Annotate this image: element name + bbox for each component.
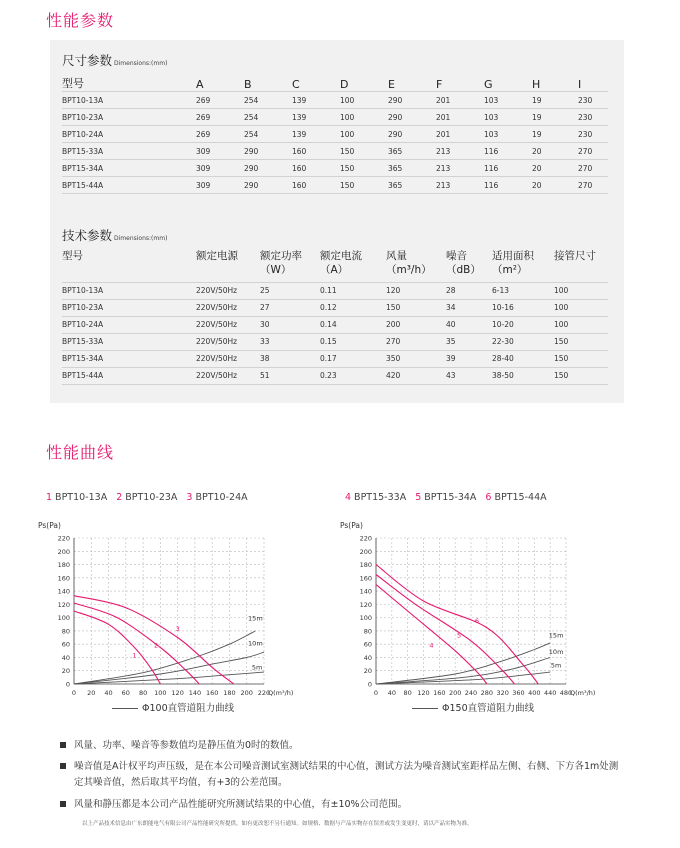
y-tick-label: 140 <box>359 587 372 596</box>
value-cell: 230 <box>578 109 608 126</box>
y-tick-label: 80 <box>363 627 372 636</box>
value-cell: 103 <box>484 126 532 143</box>
model-cell: BPT15-33A <box>62 333 196 350</box>
technical-header-cell <box>62 249 196 282</box>
value-cell: 200 <box>386 316 446 333</box>
table-row <box>62 143 608 160</box>
technical-header-unit: （A） <box>320 264 349 276</box>
x-tick-label: 20 <box>87 689 96 697</box>
dimensions-header-cell: G <box>484 78 493 91</box>
x-tick-label: 280 <box>480 689 494 697</box>
value-cell: 201 <box>436 109 484 126</box>
x-tick-label: 0 <box>373 689 379 697</box>
value-cell: 213 <box>436 177 484 194</box>
title-curves: 性能曲线 <box>46 443 115 462</box>
y-tick-label: 200 <box>359 547 372 556</box>
value-cell: 10-20 <box>492 316 554 333</box>
technical-header-label: 额定电流 <box>320 250 362 262</box>
x-tick-label: 440 <box>543 689 557 697</box>
note-2-text: 噪音值是A计权平均声压级，是在本公司噪音测试室测试结果的中心值，测试方法为噪音测试室距样品左侧、右侧、下方各1m处测定其噪音值，然后取其平均值，有+3的公差范围。 <box>74 761 619 788</box>
value-cell: 290 <box>388 126 436 143</box>
model-cell: BPT15-34A <box>62 160 196 177</box>
caption-phi100 <box>112 700 234 714</box>
value-cell: 365 <box>388 143 436 160</box>
chart-phi150 <box>340 516 640 704</box>
value-cell: 19 <box>532 126 578 143</box>
value-cell: 309 <box>196 143 244 160</box>
value-cell: 38-50 <box>492 367 554 384</box>
value-cell: 25 <box>260 282 320 299</box>
value-cell: 270 <box>578 143 608 160</box>
legend-label: BPT15-33A <box>354 492 407 503</box>
value-cell: 38 <box>260 350 320 367</box>
note-2 <box>60 759 620 791</box>
dimensions-unit: Dimensions:(mm) <box>114 60 168 67</box>
dimensions-header-cell: C <box>292 78 300 91</box>
caption-phi150 <box>412 700 534 714</box>
table-row <box>62 367 608 384</box>
dimensions-title: 尺寸参数 <box>62 53 113 68</box>
value-cell: 20 <box>532 160 578 177</box>
legend-label: BPT10-24A <box>195 492 248 503</box>
curve-label: 10m <box>548 648 564 657</box>
value-cell: 116 <box>484 177 532 194</box>
bullet-square <box>60 742 66 748</box>
y-tick-label: 60 <box>61 640 70 649</box>
value-cell: 269 <box>196 109 244 126</box>
value-cell: 350 <box>386 350 446 367</box>
value-cell: 160 <box>292 143 340 160</box>
value-cell: 150 <box>554 367 608 384</box>
fan-curve <box>376 565 538 685</box>
dimensions-header-cell: H <box>532 78 541 91</box>
y-tick-label: 160 <box>57 574 70 583</box>
value-cell: 254 <box>244 126 292 143</box>
dimensions-header-cell: I <box>578 78 582 91</box>
value-cell: 139 <box>292 126 340 143</box>
table-row <box>62 350 608 367</box>
dimensions-header-cell: A <box>196 78 204 91</box>
dimensions-header-cell: D <box>340 78 349 91</box>
y-tick-label: 0 <box>65 680 70 689</box>
legend-left <box>46 492 251 503</box>
value-cell: 35 <box>446 333 492 350</box>
y-tick-label: 40 <box>363 653 372 662</box>
y-tick-label: 20 <box>363 667 372 676</box>
value-cell: 100 <box>554 299 608 316</box>
curve-label: 3 <box>175 624 180 633</box>
value-cell: 6-13 <box>492 282 554 299</box>
value-cell: 150 <box>554 350 608 367</box>
legend-label: BPT10-13A <box>55 492 108 503</box>
fan-curve <box>74 596 234 684</box>
value-cell: 33 <box>260 333 320 350</box>
value-cell: 120 <box>386 282 446 299</box>
x-tick-label: 40 <box>387 689 396 697</box>
chart-phi100 <box>38 516 300 704</box>
model-cell: BPT10-13A <box>62 282 196 299</box>
value-cell: 20 <box>532 143 578 160</box>
chart-phi100-svg <box>38 516 300 700</box>
x-tick-label: 40 <box>104 689 113 697</box>
x-tick-label: 80 <box>403 689 412 697</box>
curve-label: 4 <box>429 641 434 650</box>
value-cell: 150 <box>340 143 388 160</box>
value-cell: 365 <box>388 160 436 177</box>
curve-label: 5m <box>550 661 562 670</box>
value-cell: 10-16 <box>492 299 554 316</box>
value-cell: 270 <box>578 160 608 177</box>
y-tick-label: 100 <box>359 614 372 623</box>
note-1 <box>60 738 620 754</box>
technical-header-cell <box>196 249 260 282</box>
value-cell: 150 <box>554 333 608 350</box>
x-tick-label: 160 <box>205 689 219 697</box>
value-cell: 213 <box>436 143 484 160</box>
note-3 <box>60 797 620 813</box>
value-cell: 0.12 <box>320 299 386 316</box>
fan-curve <box>74 611 160 684</box>
model-cell: BPT10-24A <box>62 316 196 333</box>
value-cell: 139 <box>292 109 340 126</box>
fan-curve <box>376 585 487 685</box>
value-cell: 254 <box>244 92 292 109</box>
value-cell: 0.11 <box>320 282 386 299</box>
value-cell: 0.15 <box>320 333 386 350</box>
y-tick-label: 120 <box>57 600 70 609</box>
dimensions-heading <box>62 51 167 69</box>
technical-header-unit: （W） <box>260 264 292 276</box>
y-tick-label: 180 <box>57 561 70 570</box>
value-cell: 19 <box>532 92 578 109</box>
value-cell: 100 <box>554 316 608 333</box>
value-cell: 100 <box>340 92 388 109</box>
value-cell: 150 <box>340 177 388 194</box>
x-tick-label: 400 <box>528 689 541 697</box>
resistance-curve <box>74 631 255 684</box>
y-tick-label: 40 <box>61 653 70 662</box>
dimensions-header-cell: F <box>436 78 443 91</box>
value-cell: 0.17 <box>320 350 386 367</box>
technical-header-label: 额定功率 <box>260 250 302 262</box>
x-tick-label: 220 <box>257 689 271 697</box>
value-cell: 220V/50Hz <box>196 367 260 384</box>
table-row <box>62 126 608 143</box>
value-cell: 160 <box>292 177 340 194</box>
value-cell: 150 <box>386 299 446 316</box>
value-cell: 270 <box>578 177 608 194</box>
model-cell: BPT10-13A <box>62 92 196 109</box>
value-cell: 100 <box>554 282 608 299</box>
footer-disclaimer: 以上产品技术信息由广东朗能电气有限公司产品性能研究所提供，如有更改恕不另行通知。如规格、数据与产品实物存在误差或发生变更时，请以产品实物为准。 <box>82 821 473 827</box>
technical-header-label: 型号 <box>62 250 83 262</box>
technical-header-unit: （dB） <box>446 264 481 276</box>
technical-header-cell <box>554 249 608 282</box>
value-cell: 270 <box>386 333 446 350</box>
curve-label: 5m <box>251 663 263 672</box>
value-cell: 51 <box>260 367 320 384</box>
legend-number: 6 <box>485 492 492 503</box>
note-3-text: 风量和静压都是本公司产品性能研究所测试结果的中心值，有±10%公司范围。 <box>74 799 408 810</box>
title-params: 性能参数 <box>46 11 115 30</box>
caption-dash <box>412 708 438 709</box>
curve-label: 10m <box>248 639 263 648</box>
technical-table <box>62 249 608 385</box>
y-tick-label: 100 <box>57 614 70 623</box>
value-cell: 40 <box>446 316 492 333</box>
legend-right <box>345 492 550 503</box>
chart-phi150-svg <box>340 516 640 700</box>
value-cell: 309 <box>196 177 244 194</box>
value-cell: 290 <box>244 160 292 177</box>
dimensions-header-cell: 型号 <box>62 77 84 90</box>
legend-number: 2 <box>116 492 123 503</box>
value-cell: 28-40 <box>492 350 554 367</box>
value-cell: 290 <box>388 109 436 126</box>
table-row <box>62 92 608 109</box>
x-tick-label: 180 <box>223 689 236 697</box>
curve-label: 6 <box>474 616 480 625</box>
model-cell: BPT10-24A <box>62 126 196 143</box>
x-axis-label: Q(m³/h) <box>570 689 596 697</box>
value-cell: 420 <box>386 367 446 384</box>
y-tick-label: 20 <box>61 667 70 676</box>
value-cell: 39 <box>446 350 492 367</box>
technical-header-cell <box>446 249 492 282</box>
value-cell: 213 <box>436 160 484 177</box>
legend-label: BPT10-23A <box>125 492 178 503</box>
legend-number: 1 <box>46 492 53 503</box>
value-cell: 27 <box>260 299 320 316</box>
model-cell: BPT15-34A <box>62 350 196 367</box>
value-cell: 365 <box>388 177 436 194</box>
y-tick-label: 60 <box>363 640 372 649</box>
bullet-square <box>60 801 66 807</box>
value-cell: 269 <box>196 92 244 109</box>
value-cell: 103 <box>484 92 532 109</box>
value-cell: 34 <box>446 299 492 316</box>
value-cell: 116 <box>484 160 532 177</box>
value-cell: 220V/50Hz <box>196 316 260 333</box>
x-tick-label: 80 <box>138 689 148 697</box>
value-cell: 220V/50Hz <box>196 350 260 367</box>
value-cell: 230 <box>578 92 608 109</box>
value-cell: 0.14 <box>320 316 386 333</box>
x-tick-label: 60 <box>121 689 130 697</box>
technical-header-label: 额定电源 <box>196 250 238 262</box>
table-row <box>62 177 608 194</box>
value-cell: 139 <box>292 92 340 109</box>
legend-label: BPT15-44A <box>494 492 547 503</box>
value-cell: 100 <box>340 109 388 126</box>
value-cell: 100 <box>340 126 388 143</box>
technical-unit: Dimensions:(mm) <box>114 235 168 242</box>
x-tick-label: 120 <box>417 689 430 697</box>
table-row <box>62 109 608 126</box>
caption-phi150-text: Φ150直管道阻力曲线 <box>442 703 535 714</box>
technical-heading <box>62 226 167 244</box>
value-cell: 269 <box>196 126 244 143</box>
value-cell: 220V/50Hz <box>196 333 260 350</box>
note-1-text: 风量、功率、噪音等参数值均是静压值为0时的数值。 <box>74 740 299 751</box>
x-tick-label: 160 <box>433 689 446 697</box>
technical-header-cell <box>492 249 554 282</box>
value-cell: 309 <box>196 160 244 177</box>
technical-header-unit: （m³/h） <box>386 264 432 276</box>
value-cell: 290 <box>388 92 436 109</box>
legend-number: 4 <box>345 492 352 503</box>
x-tick-label: 100 <box>154 689 167 697</box>
value-cell: 43 <box>446 367 492 384</box>
x-tick-label: 120 <box>171 689 184 697</box>
value-cell: 19 <box>532 109 578 126</box>
value-cell: 201 <box>436 126 484 143</box>
model-cell: BPT10-23A <box>62 299 196 316</box>
value-cell: 22-30 <box>492 333 554 350</box>
technical-title: 技术参数 <box>62 228 113 243</box>
y-tick-label: 180 <box>359 561 372 570</box>
value-cell: 160 <box>292 160 340 177</box>
value-cell: 0.23 <box>320 367 386 384</box>
value-cell: 103 <box>484 109 532 126</box>
value-cell: 150 <box>340 160 388 177</box>
dimensions-header-cell: B <box>244 78 252 91</box>
x-tick-label: 200 <box>240 689 253 697</box>
technical-header-label: 噪音 <box>446 250 467 262</box>
y-tick-label: 200 <box>57 547 70 556</box>
table-row <box>62 333 608 350</box>
value-cell: 220V/50Hz <box>196 299 260 316</box>
dimensions-table <box>62 75 608 194</box>
value-cell: 290 <box>244 143 292 160</box>
curve-label: 15m <box>548 631 564 640</box>
model-cell: BPT15-33A <box>62 143 196 160</box>
value-cell: 220V/50Hz <box>196 282 260 299</box>
value-cell: 28 <box>446 282 492 299</box>
y-tick-label: 160 <box>359 574 372 583</box>
legend-number: 3 <box>186 492 193 503</box>
y-tick-label: 220 <box>359 534 372 543</box>
y-tick-label: 220 <box>57 534 70 543</box>
value-cell: 20 <box>532 177 578 194</box>
x-axis-label: Q(m³/h) <box>268 689 294 697</box>
table-row <box>62 282 608 299</box>
table-row <box>62 160 608 177</box>
value-cell: 116 <box>484 143 532 160</box>
y-tick-label: 120 <box>359 600 372 609</box>
y-tick-label: 0 <box>367 680 372 689</box>
model-cell: BPT15-44A <box>62 367 196 384</box>
table-row <box>62 316 608 333</box>
bullet-square <box>60 763 66 769</box>
technical-header-cell <box>386 249 446 282</box>
value-cell: 254 <box>244 109 292 126</box>
caption-phi100-text: Φ100直管道阻力曲线 <box>142 703 235 714</box>
x-tick-label: 320 <box>496 689 509 697</box>
dimensions-header-cell: E <box>388 78 395 91</box>
technical-header-cell <box>260 249 320 282</box>
x-tick-label: 200 <box>448 689 462 697</box>
x-tick-label: 140 <box>188 689 202 697</box>
x-tick-label: 360 <box>512 689 525 697</box>
legend-label: BPT15-34A <box>424 492 477 503</box>
curve-label: 5 <box>457 631 462 640</box>
technical-header-unit: （m²） <box>492 264 528 276</box>
y-tick-label: 80 <box>61 627 70 636</box>
value-cell: 290 <box>244 177 292 194</box>
model-cell: BPT15-44A <box>62 177 196 194</box>
model-cell: BPT10-23A <box>62 109 196 126</box>
technical-header-label: 适用面积 <box>492 250 534 262</box>
legend-number: 5 <box>415 492 422 503</box>
resistance-curve <box>74 672 264 684</box>
y-tick-label: 140 <box>57 587 70 596</box>
value-cell: 30 <box>260 316 320 333</box>
curve-label: 1 <box>132 651 137 660</box>
x-tick-label: 240 <box>464 689 478 697</box>
technical-header-label: 接管尺寸 <box>554 250 596 262</box>
fan-curve <box>74 603 199 684</box>
curve-label: 2 <box>153 641 159 650</box>
y-axis-label: Ps(Pa) <box>38 521 61 530</box>
table-row <box>62 299 608 316</box>
x-tick-label: 480 <box>559 689 573 697</box>
value-cell: 230 <box>578 126 608 143</box>
value-cell: 201 <box>436 92 484 109</box>
technical-header-cell <box>320 249 386 282</box>
caption-dash <box>112 708 138 709</box>
technical-header-label: 风量 <box>386 250 407 262</box>
x-tick-label: 0 <box>71 689 77 697</box>
curve-label: 15m <box>248 614 263 623</box>
y-axis-label: Ps(Pa) <box>340 521 363 530</box>
